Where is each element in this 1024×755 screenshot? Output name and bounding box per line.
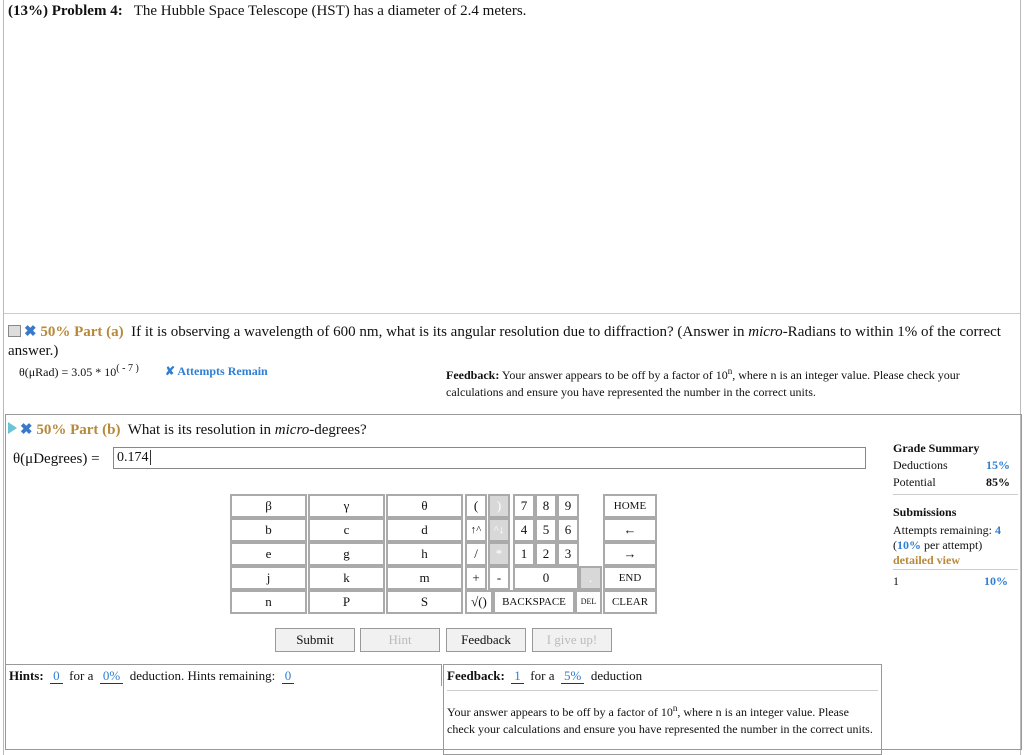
submit-button[interactable]: Submit	[275, 628, 355, 652]
answer-input[interactable]: 0.174	[113, 447, 866, 469]
key-k[interactable]: k	[308, 566, 385, 590]
feedback-message: Your answer appears to be off by a factor of 10$^n$, where n is an integer value. Please check your calculations and ensure you have represented the number in the correct units.	[447, 703, 873, 736]
key-del[interactable]: DEL	[575, 590, 602, 614]
key-backspace[interactable]: BACKSPACE	[493, 590, 575, 614]
divider	[4, 313, 1020, 314]
key-dot: .	[579, 566, 602, 590]
key-g[interactable]: g	[308, 542, 385, 566]
part-a-answer: $\theta(\mu Rad) = 3.05 * 10^{( - 7 )}$	[19, 363, 139, 379]
key-7[interactable]: 7	[513, 494, 535, 518]
key-slash[interactable]: /	[465, 542, 487, 566]
key-n[interactable]: n	[230, 590, 307, 614]
key-theta[interactable]: θ	[386, 494, 463, 518]
key-5[interactable]: 5	[535, 518, 557, 542]
wrong-mark-icon: ✖	[20, 422, 33, 438]
key-h[interactable]: h	[386, 542, 463, 566]
key-8[interactable]: 8	[535, 494, 557, 518]
key-right-arrow[interactable]: →	[603, 542, 657, 566]
key-left-arrow[interactable]: ←	[603, 518, 657, 542]
key-home[interactable]: HOME	[603, 494, 657, 518]
key-clear[interactable]: CLEAR	[603, 590, 657, 614]
key-star: *	[488, 542, 510, 566]
key-9[interactable]: 9	[557, 494, 579, 518]
key-3[interactable]: 3	[557, 542, 579, 566]
answer-label: θ(μDegrees) =	[13, 451, 100, 467]
key-end[interactable]: END	[603, 566, 657, 590]
feedback-panel: Feedback: 1 for a 5% deduction Your answer appears to be off by a factor of 10$^n$, where n is an integer value. Please check your calculations and ensure you have represented the number in the correct units.	[443, 664, 882, 755]
wrong-mark-icon: ✖	[24, 324, 37, 340]
key-6[interactable]: 6	[557, 518, 579, 542]
feedback-button[interactable]: Feedback	[446, 628, 526, 652]
key-d[interactable]: d	[386, 518, 463, 542]
key-close-paren: )	[488, 494, 510, 518]
grade-summary: Grade Summary Deductions 15% Potential 85% Submissions Attempts remaining: 4 (10% per attempt) detailed view 1 10%	[893, 441, 1018, 590]
key-open-paren[interactable]: (	[465, 494, 487, 518]
key-S[interactable]: S	[386, 590, 463, 614]
key-gamma[interactable]: γ	[308, 494, 385, 518]
key-b[interactable]: b	[230, 518, 307, 542]
key-m[interactable]: m	[386, 566, 463, 590]
part-a-feedback: Feedback: Your answer appears to be off by a factor of 10$^n$, where n is an integer value. Please check your calculations and ensure you have represented the number in the correct units.	[446, 366, 960, 399]
collapse-icon[interactable]	[8, 325, 21, 337]
hint-button: Hint	[360, 628, 440, 652]
give-up-button: I give up!	[532, 628, 612, 652]
play-icon	[8, 422, 17, 434]
detailed-view-link[interactable]: detailed view	[893, 553, 960, 567]
key-up-caret[interactable]: ↑^	[465, 518, 487, 542]
key-0[interactable]: 0	[513, 566, 579, 590]
key-1[interactable]: 1	[513, 542, 535, 566]
key-2[interactable]: 2	[535, 542, 557, 566]
key-e[interactable]: e	[230, 542, 307, 566]
attempts-remain-link[interactable]: ✘ Attempts Remain	[165, 364, 268, 378]
problem-statement: The Hubble Space Telescope (HST) has a diameter of 2.4 meters.	[133, 3, 527, 19]
key-sqrt[interactable]: √()	[465, 590, 493, 614]
part-b-question: ✖ 50% Part (b) What is its resolution in micro-degrees?	[8, 420, 367, 439]
key-j[interactable]: j	[230, 566, 307, 590]
key-down-caret: ^↓	[488, 518, 510, 542]
hints-panel: Hints: 0 for a 0% deduction. Hints remaining: 0	[5, 664, 442, 686]
problem-title: (13%) Problem 4: The Hubble Space Telescope (HST) has a diameter of 2.4 meters.	[8, 3, 527, 19]
key-P[interactable]: P	[308, 590, 385, 614]
key-plus[interactable]: +	[465, 566, 487, 590]
key-minus[interactable]: -	[488, 566, 510, 590]
key-c[interactable]: c	[308, 518, 385, 542]
key-beta[interactable]: β	[230, 494, 307, 518]
part-a-question: ✖ 50% Part (a) If it is observing a wavelength of 600 nm, what is its angular resolution due to diffraction? (Answer in micro-Radians to within 1% of the correct answer.)	[8, 324, 1001, 359]
key-4[interactable]: 4	[513, 518, 535, 542]
